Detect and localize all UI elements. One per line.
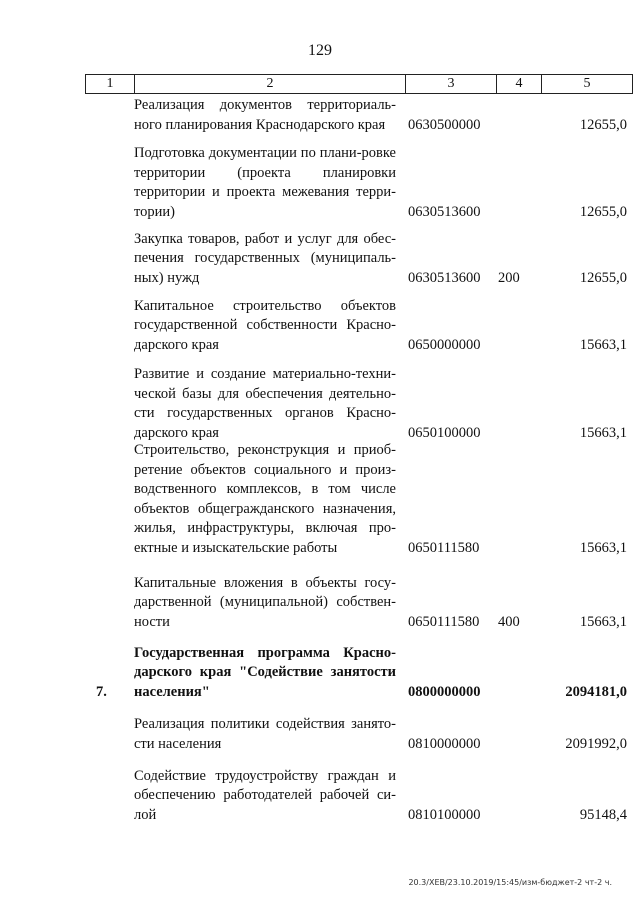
row-description: Подготовка документации по плани-ровке территории (проекта планировки территории и проекта межевания терри-тории) (134, 145, 396, 220)
table-row (0, 365, 640, 443)
row-amount: 15663,1 (579, 336, 627, 353)
row-description: Закупка товаров, работ и услуг для обес-печения государственных (муниципаль-ных) нужд (134, 230, 396, 286)
row-description: Реализация политики содействия занято-сти населения (134, 716, 396, 752)
column-header-3: 3 (406, 75, 497, 94)
row-amount: 95148,4 (579, 806, 627, 823)
page-number: 129 (308, 42, 332, 59)
row-description: Реализация документов территориаль-ного планирования Краснодарского края (134, 97, 396, 133)
row-description: Капитальное строительство объектов государственной собственности Красно-дарского края (134, 297, 396, 353)
row-description: Содействие трудоустройству граждан и обеспечению работодателей рабочей си-лой (134, 767, 396, 823)
column-header-5: 5 (542, 75, 633, 94)
row-code: 0650000000 (408, 336, 481, 353)
row-amount: 15663,1 (579, 613, 627, 630)
column-header-4: 4 (497, 75, 542, 94)
row-code: 0650111580 (408, 539, 480, 556)
row-expense-type: 400 (498, 613, 520, 630)
row-description: Капитальные вложения в объекты госу-дарственной (муниципальной) собствен-ности (134, 574, 396, 630)
table-row (0, 144, 640, 222)
table-row (0, 297, 640, 355)
row-code: 0650100000 (408, 424, 481, 441)
table-row (0, 767, 640, 825)
row-expense-type: 200 (498, 269, 520, 286)
section-number: 7. (96, 683, 107, 700)
row-code: 0630500000 (408, 116, 481, 133)
row-amount: 2091992,0 (565, 735, 627, 752)
table-row (0, 715, 640, 754)
row-code: 0800000000 (408, 683, 481, 700)
row-code: 0810000000 (408, 735, 481, 752)
row-amount: 12655,0 (579, 269, 627, 286)
column-header-1: 1 (86, 75, 135, 94)
row-amount: 15663,1 (579, 424, 627, 441)
row-description: Строительство, реконструкция и приоб-ретение объектов социального и произ-водственного комплексов, в том числе объектов общегражданского назначения, жилья, инфраструктуры, включая про-ектные и изыскательские работы (134, 442, 396, 556)
column-header-table (85, 74, 633, 94)
column-header-2: 2 (135, 75, 406, 94)
row-amount: 12655,0 (579, 116, 627, 133)
row-code: 0810100000 (408, 806, 481, 823)
table-row (0, 442, 640, 558)
row-code: 0630513600 (408, 269, 481, 286)
row-description: Развитие и создание материально-техни-ческой базы для обеспечения деятельно-сти государственных органов Красно-дарского края (134, 366, 396, 441)
document-footer-stamp: 20.3/ХЕВ/23.10.2019/15:45/изм-бюджет-2 чт-2 ч. (408, 878, 612, 887)
column-header-row (86, 75, 633, 94)
table-row (0, 574, 640, 632)
table-row (0, 230, 640, 288)
table-row (0, 96, 640, 135)
row-code: 0630513600 (408, 203, 481, 220)
row-amount: 15663,1 (579, 539, 627, 556)
table-row-section (0, 644, 640, 702)
row-amount: 2094181,0 (565, 683, 627, 700)
row-amount: 12655,0 (579, 203, 627, 220)
row-code: 0650111580 (408, 613, 480, 630)
row-description: Государственная программа Красно-дарского края "Содействие занятости населения" (134, 644, 396, 700)
